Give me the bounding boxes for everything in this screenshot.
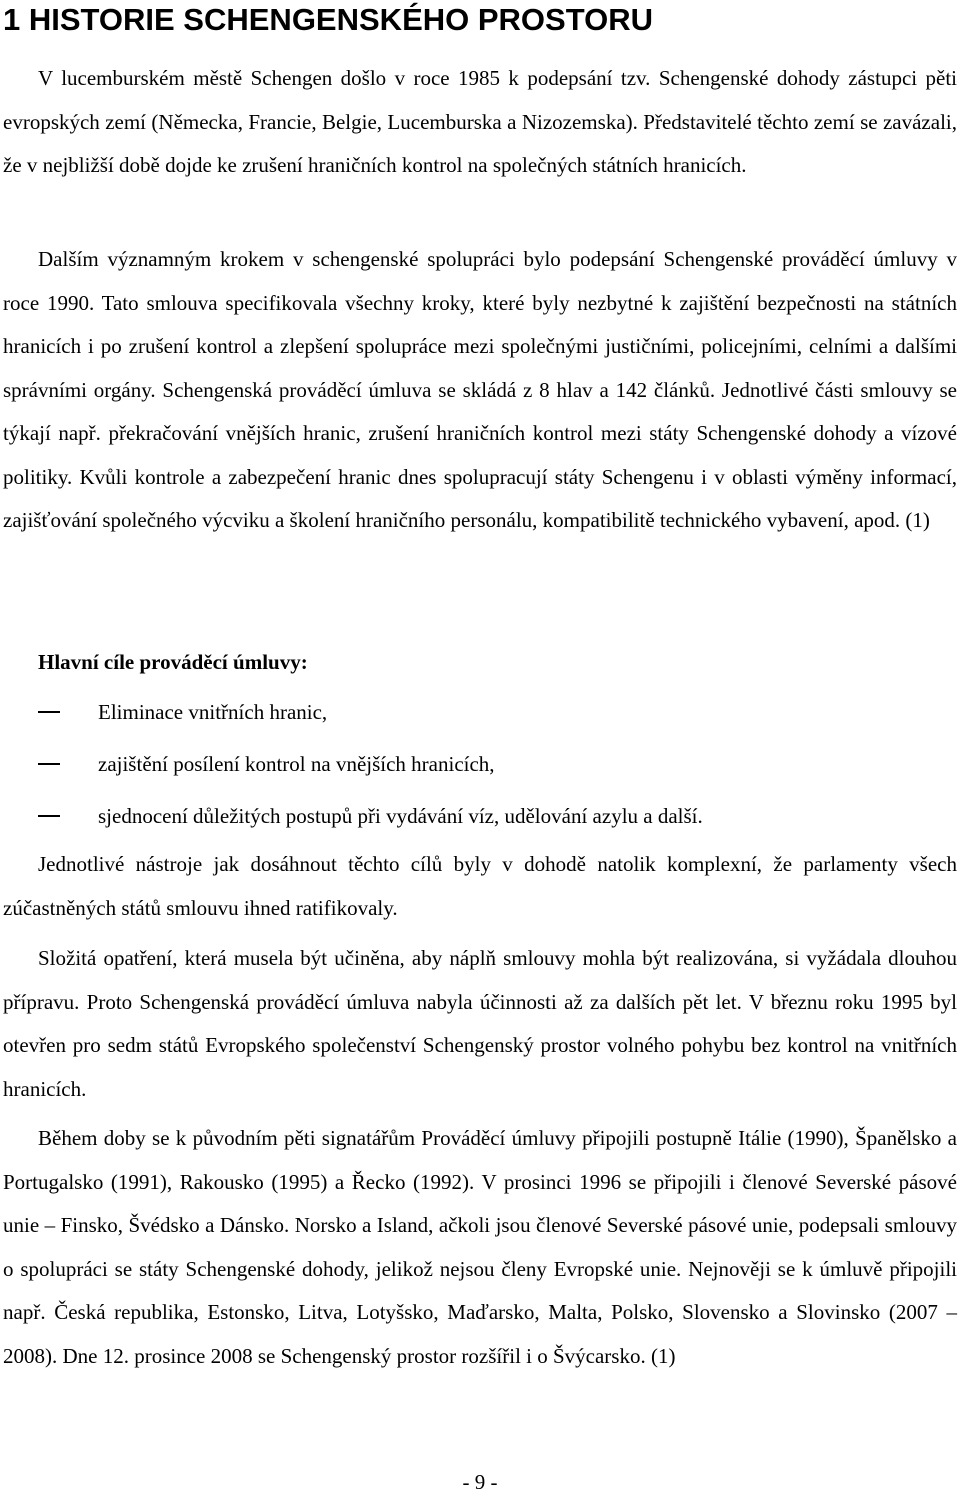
paragraph-implementing-convention: Dalším významným krokem v schengenské spolupráci bylo podepsání Schengenské prováděcí úmluvy v roce 1990. Tato smlouva specifikovala všechny kroky, které byly nezbytné k zajištění bezpečnosti na státních hranicích i po zrušení kontrol a zlepšení spolupráce mezi společnými justičními, policejními, celními a dalšími správními orgány. Schengenská prováděcí úmluva se skládá z 8 hlav a 142 článků. Jednotlivé části smlouvy se týkají např. překračování vnějších hranic, zrušení hraničních kontrol mezi státy Schengenské dohody a vízové politiky. Kvůli kontrole a zabezpečení hranic dnes spolupracují státy Schengenu i v oblasti výměny informací, zajišťování společného výcviku a školení hraničního personálu, kompatibilitě technického vybavení, apod. (1) xyxy=(3,247,957,532)
page-number: - 9 - xyxy=(462,1470,498,1494)
dash-bullet-icon xyxy=(38,815,60,817)
paragraph-schengen-agreement: V lucemburském městě Schengen došlo v roce 1985 k podepsání tzv. Schengenské dohody zástupci pěti evropských zemí (Německa, Francie, Belgie, Lucemburska a Nizozemska). Představitelé těchto zemí se zavázali, že v nejbližší době dojde ke zrušení hraničních kontrol na společných státních hranicích. xyxy=(3,66,957,177)
goals-heading: Hlavní cíle prováděcí úmluvy: xyxy=(38,650,308,674)
paragraph-instruments: Jednotlivé nástroje jak dosáhnout těchto cílů byly v dohodě natolik komplexní, že parlamenty všech zúčastněných států smlouvu ihned ratifikovaly. xyxy=(3,852,957,920)
dash-bullet-icon xyxy=(38,763,60,765)
paragraph-preparation: Složitá opatření, která musela být učiněna, aby náplň smlouvy mohla být realizována, si vyžádala dlouhou přípravu. Proto Schengenská prováděcí úmluva nabyla účinnosti až za dalších pět let. V březnu roku 1995 byl otevřen pro sedm států Evropského společenství Schengenský prostor volného pohybu bez kontrol na vnitřních hranicích. xyxy=(3,946,957,1101)
goal-item-text: sjednocení důležitých postupů při vydávání víz, udělování azylu a další. xyxy=(98,804,703,828)
paragraph-accessions: Během doby se k původním pěti signatářům Prováděcí úmluvy připojili postupně Itálie (1990), Španělsko a Portugalsko (1991), Rakousko (1995) a Řecko (1992). V prosinci 1996 se připojili i členové Severské pásové unie – Finsko, Švédsko a Dánsko. Norsko a Island, ačkoli jsou členové Severské pásové unie, podepsali smlouvy o spolupráci se státy Schengenské dohody, jelikož nejsou členy Evropské unie. Nejnověji se k úmluvě připojili např. Česká republika, Estonsko, Litva, Lotyšsko, Maďarsko, Malta, Polsko, Slovensko a Slovinsko (2007 – 2008). Dne 12. prosince 2008 se Schengenský prostor rozšířil i o Švýcarsko. (1) xyxy=(3,1126,957,1368)
dash-bullet-icon xyxy=(38,711,60,713)
chapter-heading: 1 HISTORIE SCHENGENSKÉHO PROSTORU xyxy=(3,2,653,37)
goal-item-text: Eliminace vnitřních hranic, xyxy=(98,700,328,724)
goal-item-text: zajištění posílení kontrol na vnějších hranicích, xyxy=(98,752,495,776)
